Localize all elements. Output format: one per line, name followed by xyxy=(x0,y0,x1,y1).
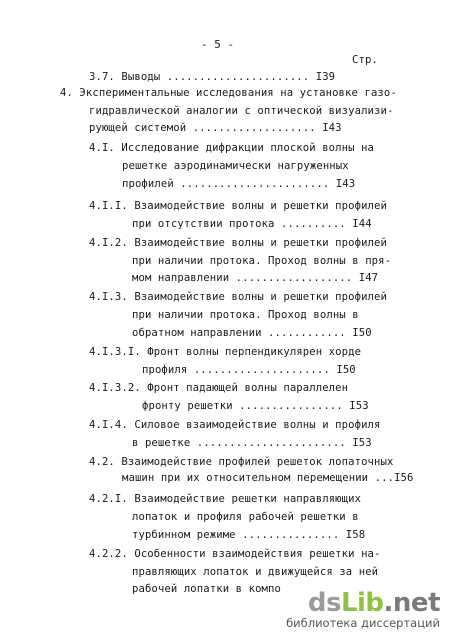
page-column-header: Стр. xyxy=(352,54,378,66)
toc-line: гидравлической аналогии с оптической визуализи- xyxy=(89,105,394,117)
toc-line: мом направлении .................. I47 xyxy=(132,272,379,284)
toc-line: 4.2.2. Особенности взаимодействия решетки на- xyxy=(89,548,381,560)
toc-line: фронту решетки ................ I53 xyxy=(142,400,369,412)
toc-line: профиля ..................... I50 xyxy=(142,364,356,376)
toc-line: 4.I.3.2. Фронт падающей волны параллелен xyxy=(89,382,349,394)
toc-line: при наличии протока. Проход волны в пря- xyxy=(132,255,392,267)
toc-line: машин при их относительном перемещении ...I56 xyxy=(122,472,414,484)
toc-line: при наличии протока. Проход волны в xyxy=(132,309,359,321)
toc-line: профилей ....................... I43 xyxy=(122,178,356,190)
toc-line: решетке аэродинамически нагруженных xyxy=(122,160,349,172)
toc-line: 4.I.2. Взаимодействие волны и решетки профилей xyxy=(89,237,387,249)
toc-line: лопаток и профиля рабочей решетки в xyxy=(132,511,359,523)
toc-line: правляющих лопаток и движущейся за ней xyxy=(132,566,379,578)
toc-line: 3.7. Выводы ...................... I39 xyxy=(89,71,336,83)
toc-line: обратном направлении ............ I50 xyxy=(132,327,372,339)
toc-line: 4.I.4. Силовое взаимодействие волны и профиля xyxy=(89,419,381,431)
toc-line: 4.2. Взаимодействие профилей решеток лопаточных xyxy=(89,456,394,468)
toc-line: 4.2.I. Взаимодействие решетки направляющих xyxy=(89,493,362,505)
toc-line: рующей системой ................... I43 xyxy=(89,122,342,134)
watermark xyxy=(286,590,440,630)
watermark-logo-part: ds xyxy=(307,588,341,618)
toc-line: в решетке ....................... I53 xyxy=(132,437,372,449)
toc-line: 4. Экспериментальные исследования на установке газо- xyxy=(60,87,397,99)
toc-line: турбинном режиме ............... I58 xyxy=(132,529,366,541)
toc-line: 4.I.I. Взаимодействие волны и решетки профилей xyxy=(89,200,387,212)
watermark-logo-part: .net xyxy=(383,588,440,618)
watermark-logo-part: Lib xyxy=(340,588,384,618)
toc-line: 4.I.3. Взаимодействие волны и решетки профилей xyxy=(89,291,387,303)
watermark-logo xyxy=(286,590,440,616)
toc-line: рабочей лопатки в компо xyxy=(132,583,281,595)
toc-line: 4.I. Исследование дифракции плоской волны на xyxy=(89,142,375,154)
toc-line: при отсутствии протока .......... I44 xyxy=(132,218,372,230)
watermark-subtitle: библиотека диссертаций xyxy=(286,616,440,630)
toc-line: 4.I.3.I. Фронт волны перпендикулярен хорде xyxy=(89,346,362,358)
page-number: - 5 - xyxy=(201,38,235,51)
